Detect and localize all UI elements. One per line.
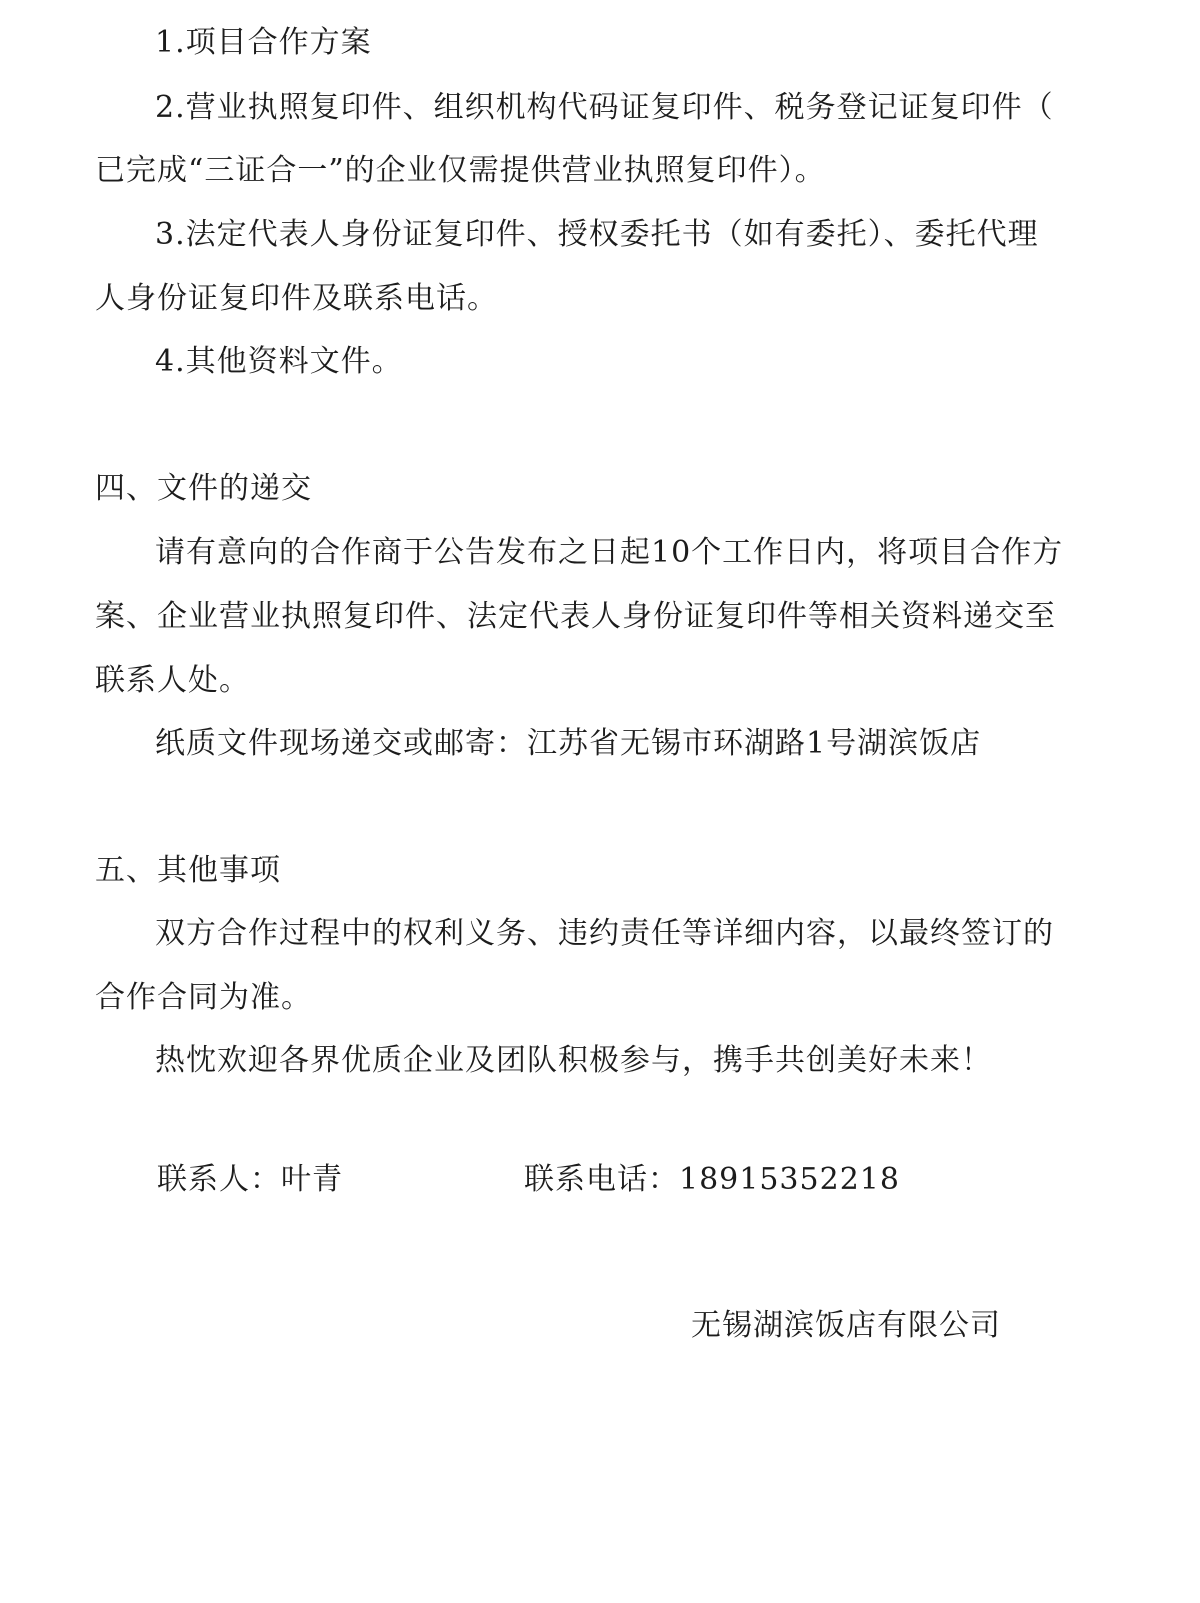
section-5-heading: 五、其他事项 [95, 853, 281, 888]
section-4-para-2: 纸质文件现场递交或邮寄：江苏省无锡市环湖路1号湖滨饭店 [155, 726, 982, 761]
list-item-2-line-1: 2.营业执照复印件、组织机构代码证复印件、税务登记证复印件（ [155, 90, 1054, 125]
list-item-3-line-1: 3.法定代表人身份证复印件、授权委托书（如有委托）、委托代理 [155, 217, 1039, 252]
company-name: 无锡湖滨饭店有限公司 [691, 1308, 1001, 1343]
section-5-para-2: 热忱欢迎各界优质企业及团队积极参与，携手共创美好未来！ [155, 1043, 992, 1078]
section-4-para-1-line-3: 联系人处。 [95, 663, 250, 698]
section-5-para-1-line-2: 合作合同为准。 [95, 980, 312, 1015]
section-5-para-1-line-1: 双方合作过程中的权利义务、违约责任等详细内容，以最终签订的 [155, 916, 1054, 951]
list-item-2-line-2: 已完成“三证合一”的企业仅需提供营业执照复印件）。 [95, 153, 826, 188]
list-item-3-line-2: 人身份证复印件及联系电话。 [95, 281, 498, 316]
section-4-para-1-line-2: 案、企业营业执照复印件、法定代表人身份证复印件等相关资料递交至 [95, 599, 1056, 634]
section-4-heading: 四、文件的递交 [95, 471, 312, 506]
section-4-para-1-line-1: 请有意向的合作商于公告发布之日起10个工作日内，将项目合作方 [155, 535, 1064, 570]
list-item-1: 1.项目合作方案 [155, 25, 372, 60]
list-item-4: 4.其他资料文件。 [155, 344, 403, 379]
contact-phone: 联系电话：18915352218 [524, 1162, 900, 1197]
contact-person: 联系人：叶青 [157, 1162, 343, 1197]
